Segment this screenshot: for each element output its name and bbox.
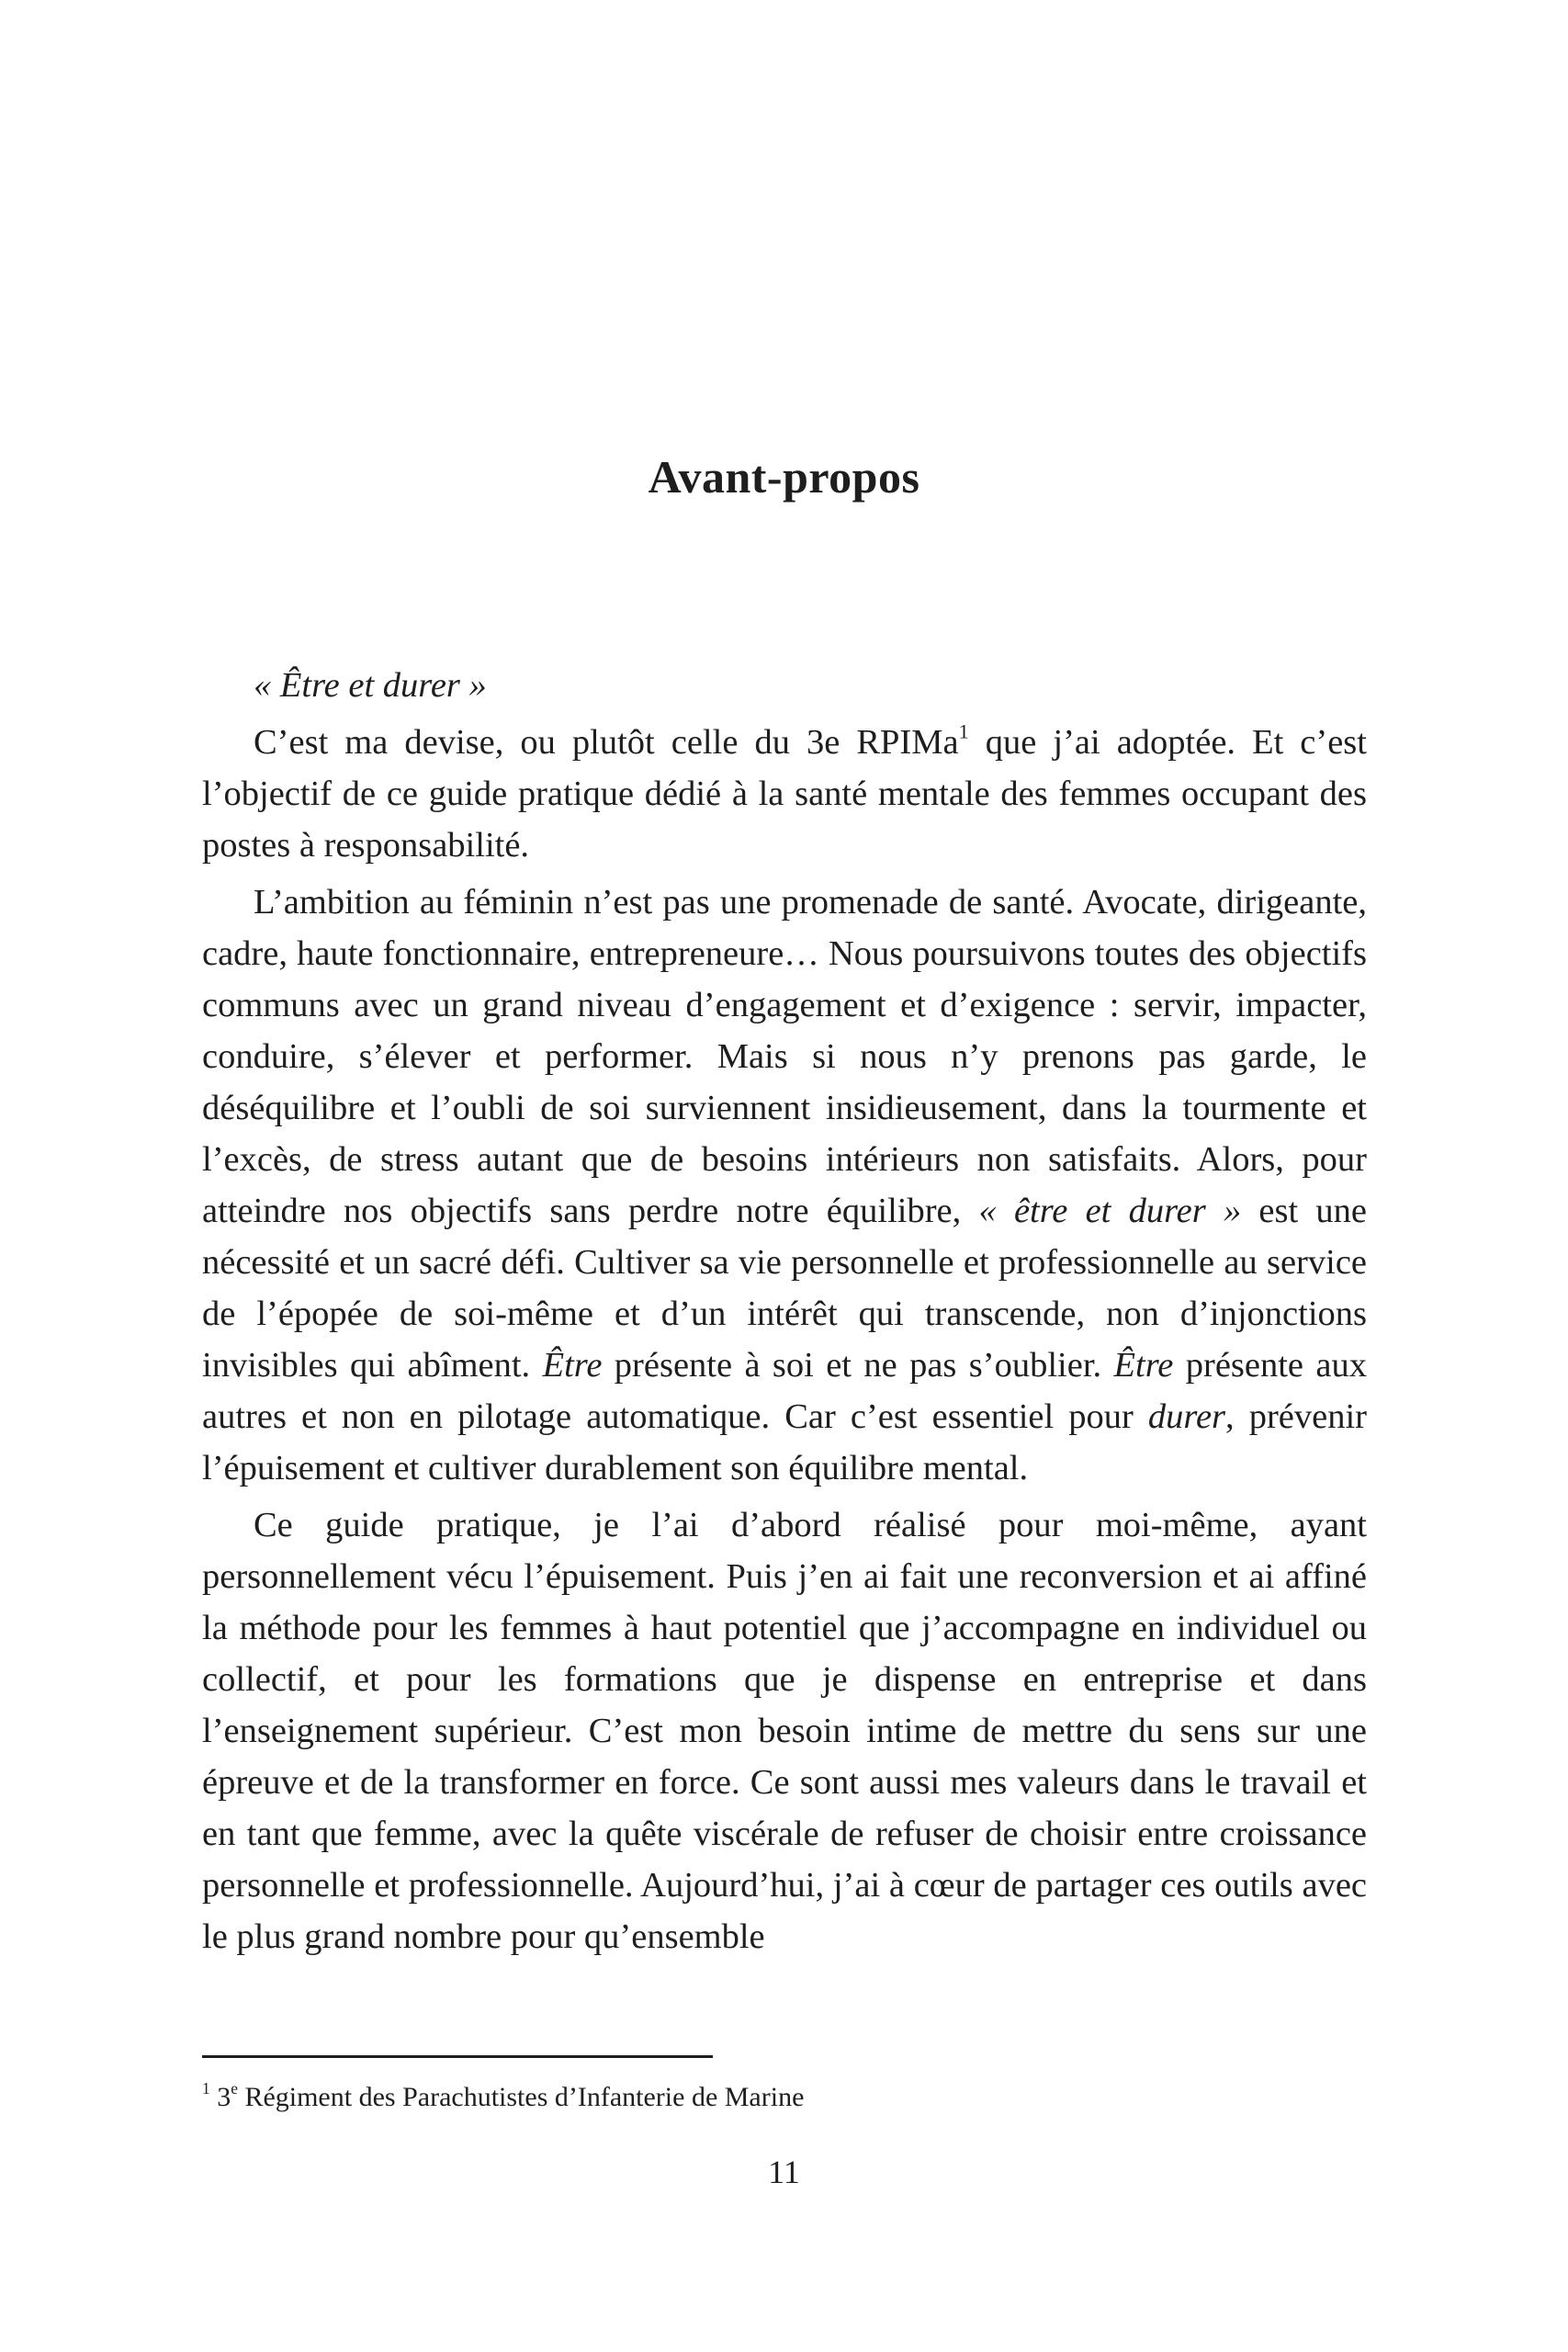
text-run: est une nécessité et un sacré défi. Cultiver sa vie personnelle et professionnelle au service de l’épopée de soi-même et d’un intérêt qui transcende, non d’injonctions invisibles qui abîment. (202, 1192, 1368, 1385)
footnote-separator (202, 2055, 713, 2058)
footnote-text-before: 3 (209, 2082, 231, 2112)
page-number: 11 (768, 2154, 800, 2190)
body-text (202, 660, 1367, 1962)
emphasis: Être (1113, 1346, 1174, 1385)
text-run: , prévenir l’épuisement et cultiver durablement son équilibre mental. (202, 1397, 1367, 1487)
footnote-marker: 1 (202, 2078, 210, 2098)
footnote-reference: 1 (958, 719, 969, 743)
emphasis: « être et durer » (978, 1192, 1242, 1230)
footnote-text-after: Régiment des Parachutistes d’Infanterie de Marine (237, 2082, 805, 2112)
text-run: présente aux autres et non en pilotage automatique. Car c’est essentiel pour (202, 1346, 1367, 1436)
paragraph (202, 876, 1367, 1494)
paragraph (202, 1499, 1367, 1962)
chapter-title: Avant-propos (648, 451, 920, 503)
footnote-ordinal: e (231, 2078, 238, 2098)
epigraph: « Être et durer » (254, 666, 487, 705)
emphasis: Être (542, 1346, 603, 1385)
text-run: L’ambition au féminin n’est pas une promenade de santé. Avocate, dirigeante, cadre, haute fonctionnaire, entrepreneure… Nous poursuivons toutes des objectifs communs avec un grand niveau d’engagement et d’exigence : servir, impacter, conduire, s’élever et performer. Mais si nous n’y prenons pas garde, le déséquilibre et l’oubli de soi surviennent insidieusement, dans la tourmente et l’excès, de stress autant que de besoins intérieurs non satisfaits. Alors, pour atteindre nos objectifs sans perdre notre équilibre, (202, 883, 1367, 1230)
footnote (202, 2079, 1367, 2116)
text-run: présente à soi et ne pas s’oublier. (602, 1346, 1114, 1385)
paragraph (202, 717, 1367, 871)
text-run: que j’ai adoptée. Et c’est l’objectif de ce guide pratique dédié à la santé mentale des femmes occupant des postes à responsabilité. (202, 723, 1367, 865)
text-run: C’est ma devise, ou plutôt celle du 3e RPIMa (254, 723, 959, 762)
text-run: Ce guide pratique, je l’ai d’abord réalisé pour moi-même, ayant personnellement vécu l’épuisement. Puis j’en ai fait une reconversion et ai affiné la méthode pour les femmes à haut potentiel que j’accompagne en individuel ou collectif, et pour les formations que je dispense en entreprise et dans l’enseignement supérieur. C’est mon besoin intime de mettre du sens sur une épreuve et de la transformer en force. Ce sont aussi mes valeurs dans le travail et en tant que femme, avec la quête viscérale de refuser de choisir entre croissance personnelle et professionnelle. Aujourd’hui, j’ai à cœur de partager ces outils avec le plus grand nombre pour qu’ensemble (202, 1506, 1367, 1956)
emphasis: durer (1147, 1397, 1226, 1436)
